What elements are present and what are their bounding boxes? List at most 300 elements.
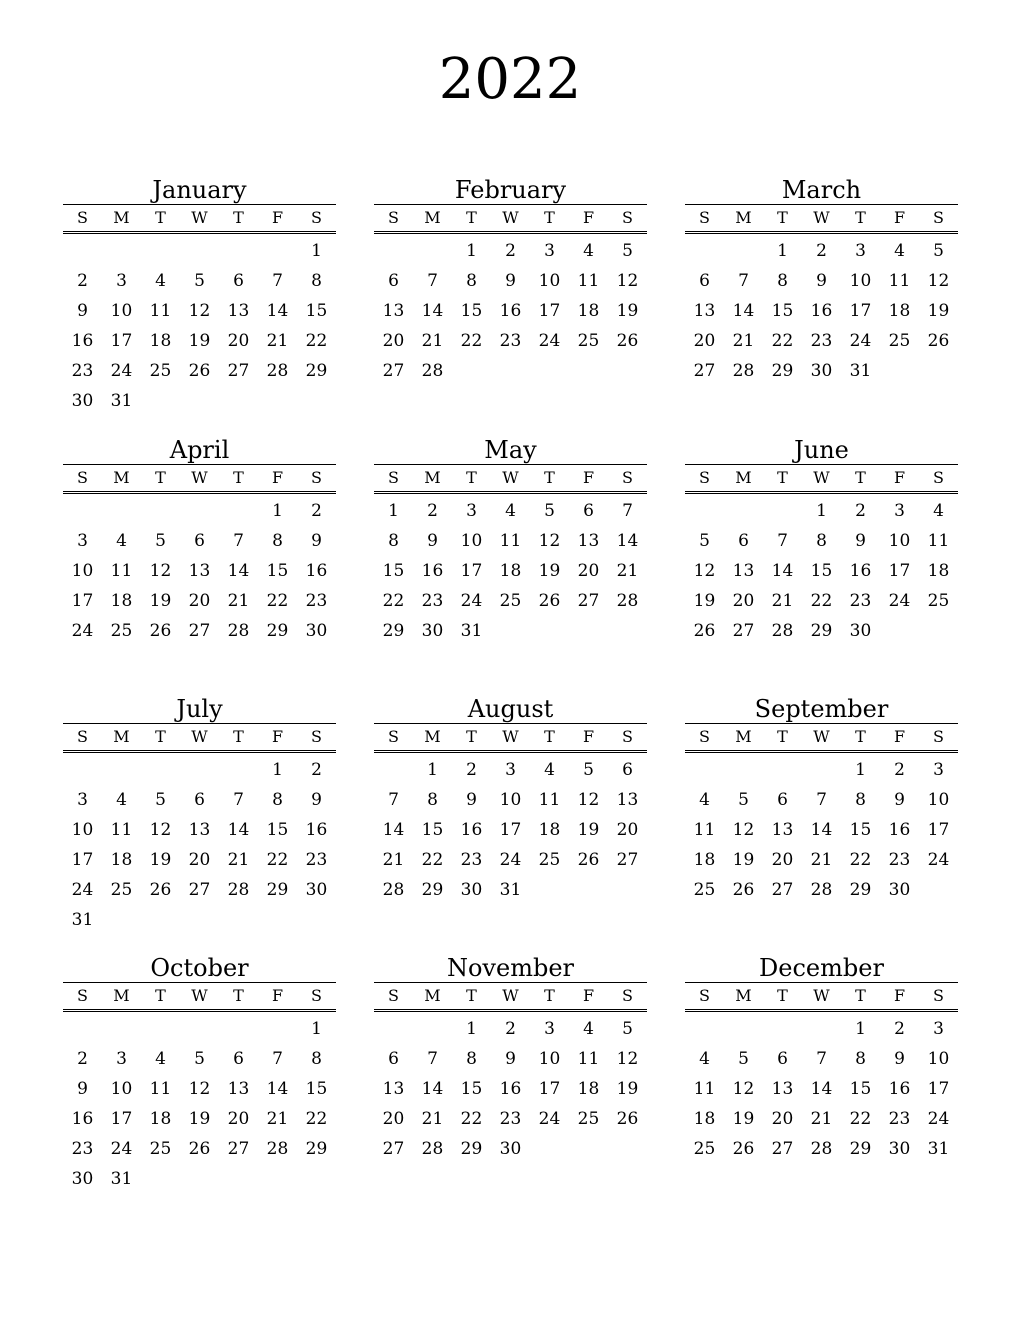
weekday-label: T	[466, 727, 477, 746]
weekday-label: F	[893, 468, 906, 487]
day-cell: 17	[499, 820, 522, 840]
day-cell: 8	[272, 790, 283, 810]
day-cell: 23	[888, 850, 911, 870]
day-cell: 31	[849, 361, 872, 381]
empty-day-cell	[374, 236, 413, 266]
day-cell: 15	[421, 820, 444, 840]
day-cell: 17	[849, 301, 872, 321]
day-cell: 28	[266, 361, 289, 381]
day-cell: 14	[732, 301, 755, 321]
day-cell: 24	[499, 850, 522, 870]
empty-day-cell	[685, 755, 724, 785]
weekday-label: W	[191, 727, 208, 746]
day-cell: 26	[188, 1139, 211, 1159]
day-cell: 12	[616, 271, 639, 291]
day-cell: 18	[577, 1079, 600, 1099]
weekday-label: S	[699, 727, 710, 746]
day-cell: 22	[382, 591, 405, 611]
day-cell: 19	[927, 301, 950, 321]
day-cell: 14	[227, 820, 250, 840]
day-cell: 16	[499, 1079, 522, 1099]
day-cell: 21	[266, 1109, 289, 1129]
day-cell: 13	[382, 1079, 405, 1099]
day-cell: 1	[427, 760, 438, 780]
days-grid	[63, 234, 336, 416]
day-cell: 4	[699, 1049, 710, 1069]
day-cell: 9	[77, 301, 88, 321]
day-cell: 11	[110, 561, 133, 581]
month-october	[63, 954, 336, 1194]
empty-day-cell	[102, 496, 141, 526]
day-cell: 9	[894, 1049, 905, 1069]
weekday-label: F	[271, 208, 284, 227]
days-grid	[685, 1012, 958, 1164]
day-cell: 8	[855, 1049, 866, 1069]
day-cell: 1	[272, 760, 283, 780]
day-cell: 4	[155, 1049, 166, 1069]
day-cell: 15	[849, 820, 872, 840]
month-november	[374, 954, 647, 1164]
day-cell: 2	[311, 760, 322, 780]
day-cell: 14	[266, 1079, 289, 1099]
day-cell: 11	[577, 1049, 600, 1069]
day-cell: 8	[427, 790, 438, 810]
weekday-label: S	[388, 468, 399, 487]
day-cell: 21	[227, 850, 250, 870]
day-cell: 3	[894, 501, 905, 521]
weekday-label: W	[502, 986, 519, 1005]
weekday-label: T	[855, 208, 866, 227]
empty-day-cell	[685, 1014, 724, 1044]
day-cell: 27	[693, 361, 716, 381]
day-cell: 2	[505, 1019, 516, 1039]
day-cell: 5	[622, 241, 633, 261]
month-name: September	[685, 695, 958, 724]
day-cell: 10	[888, 531, 911, 551]
empty-day-cell	[802, 755, 841, 785]
day-cell: 29	[305, 1139, 328, 1159]
weekday-label: W	[813, 468, 830, 487]
day-cell: 7	[427, 271, 438, 291]
day-cell: 8	[272, 531, 283, 551]
day-cell: 21	[732, 331, 755, 351]
day-cell: 28	[771, 621, 794, 641]
day-cell: 20	[577, 561, 600, 581]
month-name: November	[374, 954, 647, 983]
day-cell: 5	[155, 531, 166, 551]
day-cell: 11	[693, 820, 716, 840]
month-name: December	[685, 954, 958, 983]
day-cell: 11	[149, 301, 172, 321]
weekday-label: T	[544, 727, 555, 746]
day-cell: 24	[71, 880, 94, 900]
day-cell: 18	[110, 850, 133, 870]
day-cell: 6	[388, 1049, 399, 1069]
weekday-header	[63, 465, 336, 494]
day-cell: 5	[738, 1049, 749, 1069]
day-cell: 28	[810, 880, 833, 900]
day-cell: 18	[693, 1109, 716, 1129]
day-cell: 13	[732, 561, 755, 581]
day-cell: 25	[110, 880, 133, 900]
weekday-label: W	[502, 208, 519, 227]
weekday-label: F	[271, 986, 284, 1005]
weekday-header	[685, 724, 958, 753]
day-cell: 17	[538, 301, 561, 321]
weekday-label: W	[191, 468, 208, 487]
weekday-label: T	[233, 986, 244, 1005]
weekday-label: F	[582, 468, 595, 487]
day-cell: 24	[110, 1139, 133, 1159]
day-cell: 10	[927, 790, 950, 810]
weekday-label: M	[113, 986, 130, 1005]
month-march	[685, 176, 958, 386]
day-cell: 12	[616, 1049, 639, 1069]
day-cell: 2	[894, 1019, 905, 1039]
day-cell: 14	[810, 1079, 833, 1099]
day-cell: 12	[732, 1079, 755, 1099]
days-grid	[63, 1012, 336, 1194]
day-cell: 30	[888, 1139, 911, 1159]
weekday-label: T	[155, 986, 166, 1005]
day-cell: 24	[110, 361, 133, 381]
weekday-label: T	[855, 468, 866, 487]
day-cell: 4	[583, 1019, 594, 1039]
day-cell: 15	[771, 301, 794, 321]
day-cell: 17	[110, 1109, 133, 1129]
day-cell: 27	[188, 880, 211, 900]
day-cell: 24	[538, 331, 561, 351]
weekday-label: S	[699, 986, 710, 1005]
day-cell: 9	[311, 531, 322, 551]
day-cell: 6	[388, 271, 399, 291]
day-cell: 19	[188, 331, 211, 351]
day-cell: 18	[538, 820, 561, 840]
days-grid	[63, 753, 336, 935]
day-cell: 26	[149, 880, 172, 900]
weekday-label: S	[388, 727, 399, 746]
month-name: July	[63, 695, 336, 724]
day-cell: 17	[71, 850, 94, 870]
day-cell: 25	[538, 850, 561, 870]
day-cell: 20	[693, 331, 716, 351]
month-name: March	[685, 176, 958, 205]
day-cell: 18	[577, 301, 600, 321]
day-cell: 31	[460, 621, 483, 641]
day-cell: 8	[388, 531, 399, 551]
weekday-label: S	[311, 986, 322, 1005]
weekday-header	[685, 465, 958, 494]
day-cell: 1	[855, 760, 866, 780]
day-cell: 1	[466, 1019, 477, 1039]
day-cell: 21	[616, 561, 639, 581]
day-cell: 29	[771, 361, 794, 381]
day-cell: 6	[738, 531, 749, 551]
days-grid	[685, 234, 958, 386]
day-cell: 5	[194, 271, 205, 291]
day-cell: 4	[155, 271, 166, 291]
day-cell: 10	[538, 271, 561, 291]
day-cell: 20	[771, 850, 794, 870]
day-cell: 3	[505, 760, 516, 780]
day-cell: 7	[816, 1049, 827, 1069]
day-cell: 11	[538, 790, 561, 810]
empty-day-cell	[413, 1014, 452, 1044]
empty-day-cell	[685, 496, 724, 526]
day-cell: 13	[227, 1079, 250, 1099]
day-cell: 26	[732, 880, 755, 900]
weekday-label: W	[813, 208, 830, 227]
weekday-label: T	[544, 208, 555, 227]
weekday-label: F	[582, 727, 595, 746]
day-cell: 23	[71, 1139, 94, 1159]
empty-day-cell	[374, 1014, 413, 1044]
empty-day-cell	[141, 1014, 180, 1044]
day-cell: 16	[888, 820, 911, 840]
day-cell: 8	[816, 531, 827, 551]
day-cell: 5	[544, 501, 555, 521]
weekday-label: W	[502, 727, 519, 746]
weekday-label: M	[113, 727, 130, 746]
day-cell: 19	[577, 820, 600, 840]
month-august	[374, 695, 647, 905]
day-cell: 1	[311, 1019, 322, 1039]
month-name: February	[374, 176, 647, 205]
day-cell: 19	[693, 591, 716, 611]
empty-day-cell	[219, 1014, 258, 1044]
day-cell: 8	[855, 790, 866, 810]
weekday-label: S	[933, 468, 944, 487]
day-cell: 25	[499, 591, 522, 611]
day-cell: 13	[616, 790, 639, 810]
day-cell: 2	[77, 271, 88, 291]
weekday-label: F	[582, 208, 595, 227]
day-cell: 15	[460, 1079, 483, 1099]
day-cell: 20	[227, 1109, 250, 1129]
day-cell: 29	[382, 621, 405, 641]
day-cell: 28	[227, 880, 250, 900]
weekday-label: T	[155, 727, 166, 746]
empty-day-cell	[802, 1014, 841, 1044]
empty-day-cell	[724, 1014, 763, 1044]
day-cell: 30	[849, 621, 872, 641]
day-cell: 5	[155, 790, 166, 810]
day-cell: 30	[71, 391, 94, 411]
day-cell: 11	[577, 271, 600, 291]
day-cell: 9	[505, 1049, 516, 1069]
weekday-label: M	[424, 468, 441, 487]
day-cell: 15	[266, 561, 289, 581]
day-cell: 11	[149, 1079, 172, 1099]
day-cell: 19	[732, 1109, 755, 1129]
day-cell: 2	[77, 1049, 88, 1069]
day-cell: 8	[311, 271, 322, 291]
weekday-label: T	[777, 727, 788, 746]
day-cell: 11	[499, 531, 522, 551]
month-january	[63, 176, 336, 416]
day-cell: 16	[71, 331, 94, 351]
weekday-label: T	[466, 208, 477, 227]
day-cell: 28	[732, 361, 755, 381]
day-cell: 12	[693, 561, 716, 581]
day-cell: 26	[577, 850, 600, 870]
day-cell: 20	[227, 331, 250, 351]
day-cell: 19	[538, 561, 561, 581]
day-cell: 4	[505, 501, 516, 521]
day-cell: 30	[499, 1139, 522, 1159]
day-cell: 7	[777, 531, 788, 551]
day-cell: 19	[616, 1079, 639, 1099]
weekday-label: T	[855, 986, 866, 1005]
day-cell: 24	[71, 621, 94, 641]
day-cell: 10	[71, 561, 94, 581]
day-cell: 1	[388, 501, 399, 521]
day-cell: 16	[460, 820, 483, 840]
day-cell: 30	[810, 361, 833, 381]
day-cell: 25	[693, 880, 716, 900]
weekday-label: S	[622, 208, 633, 227]
day-cell: 25	[577, 1109, 600, 1129]
weekday-label: S	[933, 208, 944, 227]
day-cell: 27	[227, 361, 250, 381]
weekday-label: T	[233, 208, 244, 227]
day-cell: 13	[693, 301, 716, 321]
weekday-header	[63, 205, 336, 234]
empty-day-cell	[63, 236, 102, 266]
day-cell: 9	[855, 531, 866, 551]
day-cell: 3	[544, 241, 555, 261]
day-cell: 8	[777, 271, 788, 291]
weekday-label: F	[893, 986, 906, 1005]
day-cell: 30	[305, 880, 328, 900]
day-cell: 22	[460, 1109, 483, 1129]
day-cell: 19	[732, 850, 755, 870]
day-cell: 14	[616, 531, 639, 551]
day-cell: 26	[616, 1109, 639, 1129]
day-cell: 18	[693, 850, 716, 870]
day-cell: 23	[71, 361, 94, 381]
day-cell: 25	[577, 331, 600, 351]
day-cell: 17	[888, 561, 911, 581]
weekday-label: W	[813, 727, 830, 746]
day-cell: 25	[927, 591, 950, 611]
weekday-label: T	[777, 468, 788, 487]
day-cell: 1	[816, 501, 827, 521]
empty-day-cell	[763, 1014, 802, 1044]
empty-day-cell	[63, 1014, 102, 1044]
day-cell: 13	[577, 531, 600, 551]
day-cell: 14	[771, 561, 794, 581]
day-cell: 3	[77, 531, 88, 551]
weekday-label: S	[311, 468, 322, 487]
day-cell: 9	[816, 271, 827, 291]
day-cell: 27	[771, 880, 794, 900]
empty-day-cell	[102, 1014, 141, 1044]
day-cell: 23	[810, 331, 833, 351]
day-cell: 21	[810, 1109, 833, 1129]
day-cell: 10	[110, 1079, 133, 1099]
day-cell: 22	[266, 591, 289, 611]
day-cell: 5	[622, 1019, 633, 1039]
day-cell: 3	[116, 271, 127, 291]
weekday-label: S	[77, 727, 88, 746]
day-cell: 28	[227, 621, 250, 641]
weekday-label: S	[622, 727, 633, 746]
day-cell: 6	[194, 790, 205, 810]
day-cell: 7	[233, 790, 244, 810]
day-cell: 12	[927, 271, 950, 291]
weekday-label: T	[155, 208, 166, 227]
day-cell: 3	[933, 1019, 944, 1039]
day-cell: 16	[305, 820, 328, 840]
day-cell: 4	[544, 760, 555, 780]
day-cell: 25	[149, 361, 172, 381]
weekday-label: S	[699, 208, 710, 227]
empty-day-cell	[180, 236, 219, 266]
day-cell: 24	[927, 850, 950, 870]
empty-day-cell	[763, 496, 802, 526]
weekday-label: W	[191, 986, 208, 1005]
day-cell: 26	[538, 591, 561, 611]
days-grid	[374, 753, 647, 905]
empty-day-cell	[102, 236, 141, 266]
day-cell: 15	[266, 820, 289, 840]
weekday-label: W	[191, 208, 208, 227]
day-cell: 16	[849, 561, 872, 581]
day-cell: 6	[777, 1049, 788, 1069]
day-cell: 7	[427, 1049, 438, 1069]
day-cell: 20	[382, 331, 405, 351]
weekday-label: S	[388, 208, 399, 227]
days-grid	[374, 494, 647, 646]
weekday-label: T	[466, 986, 477, 1005]
day-cell: 18	[110, 591, 133, 611]
day-cell: 30	[305, 621, 328, 641]
weekday-label: W	[502, 468, 519, 487]
day-cell: 27	[732, 621, 755, 641]
day-cell: 20	[188, 591, 211, 611]
day-cell: 29	[849, 880, 872, 900]
days-grid	[374, 1012, 647, 1164]
day-cell: 13	[188, 561, 211, 581]
weekday-label: T	[233, 727, 244, 746]
empty-day-cell	[63, 496, 102, 526]
day-cell: 8	[466, 1049, 477, 1069]
day-cell: 13	[771, 820, 794, 840]
day-cell: 7	[816, 790, 827, 810]
day-cell: 19	[616, 301, 639, 321]
day-cell: 3	[855, 241, 866, 261]
day-cell: 10	[927, 1049, 950, 1069]
weekday-label: F	[893, 727, 906, 746]
day-cell: 11	[927, 531, 950, 551]
day-cell: 31	[110, 391, 133, 411]
weekday-header	[63, 724, 336, 753]
empty-day-cell	[724, 236, 763, 266]
empty-day-cell	[374, 755, 413, 785]
month-may	[374, 436, 647, 646]
day-cell: 27	[616, 850, 639, 870]
day-cell: 19	[149, 850, 172, 870]
day-cell: 4	[116, 531, 127, 551]
weekday-label: F	[582, 986, 595, 1005]
empty-day-cell	[180, 1014, 219, 1044]
weekday-label: S	[77, 468, 88, 487]
day-cell: 26	[188, 361, 211, 381]
weekday-label: M	[424, 986, 441, 1005]
day-cell: 5	[738, 790, 749, 810]
day-cell: 29	[810, 621, 833, 641]
